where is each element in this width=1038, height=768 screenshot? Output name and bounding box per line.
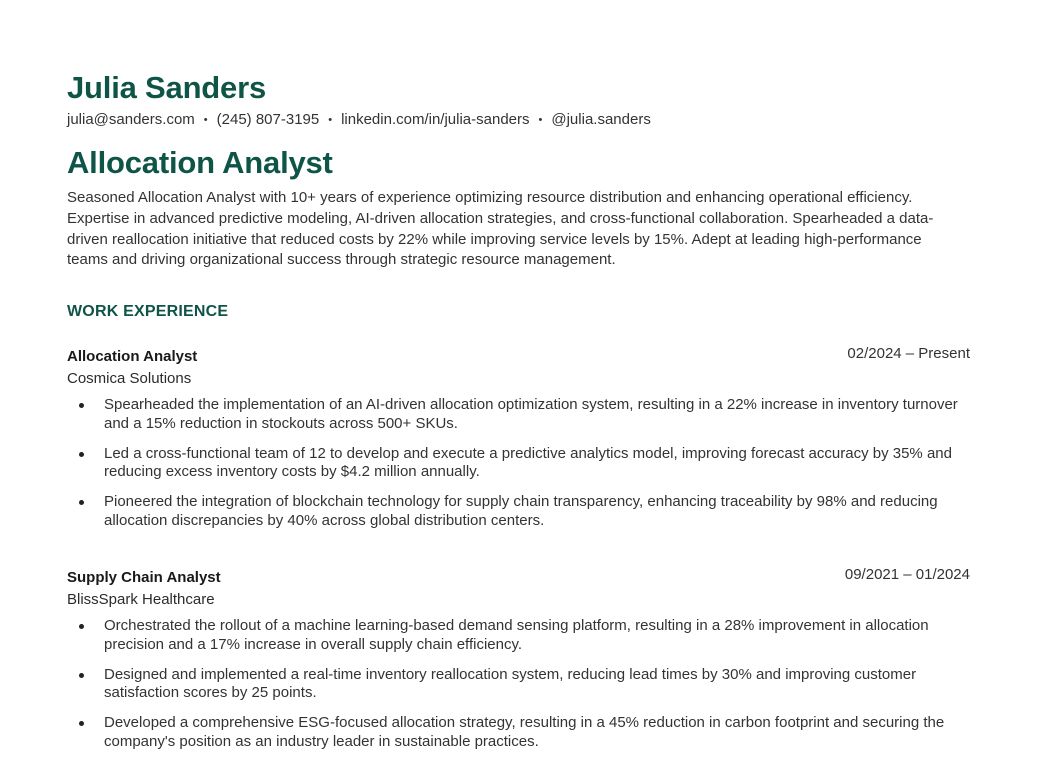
section-heading-work-experience: WORK EXPERIENCE xyxy=(67,303,229,320)
bullet-text: Led a cross-functional team of 12 to develop and execute a predictive analytics model, improving forecast accuracy by 35% and reducing excess inventory costs by $4.2 million annually. xyxy=(104,444,952,480)
bullet-text: Designed and implemented a real-time inventory reallocation system, reducing lead times by 30% and improving customer satisfaction scores by 25 points. xyxy=(104,665,917,701)
separator-dot: • xyxy=(203,114,208,126)
candidate-name: Julia Sanders xyxy=(67,70,266,105)
bullet-item xyxy=(67,493,970,530)
contact-line xyxy=(67,111,651,128)
bullet-item xyxy=(67,445,970,482)
bullet-item xyxy=(67,617,970,654)
contact-handle[interactable]: @julia.sanders xyxy=(551,111,651,128)
bullet-dot-icon xyxy=(79,721,84,726)
contact-email[interactable]: julia@sanders.com xyxy=(67,111,195,128)
job-company: BlissSpark Healthcare xyxy=(67,591,215,608)
bullet-text: Pioneered the integration of blockchain technology for supply chain transparency, enhancing traceability by 98% and reducing allocation discrepancies by 40% across global distribution centers. xyxy=(104,493,938,529)
summary-paragraph: Seasoned Allocation Analyst with 10+ years of experience optimizing resource distribution and enhancing operational efficiency. Expertise in advanced predictive modeling, AI-driven allocation strategies, and cross-functional collaboration. Spearheaded a data-driven reallocation initiative that reduced costs by 22% while improving service levels by 15%. Adept at leading high-performance teams and driving organizational success through strategic resource management. xyxy=(67,189,934,269)
bullet-dot-icon xyxy=(79,403,84,408)
bullet-item xyxy=(67,396,970,433)
job-dates: 09/2021 – 01/2024 xyxy=(844,566,970,583)
bullet-text: Orchestrated the rollout of a machine learning-based demand sensing platform, resulting in a 28% improvement in allocation precision and a 17% increase in overall supply chain efficiency. xyxy=(104,617,929,653)
bullet-dot-icon xyxy=(79,500,84,505)
separator-dot: • xyxy=(328,114,333,126)
job-role: Supply Chain Analyst xyxy=(67,569,221,586)
job-bullet-list xyxy=(67,617,970,763)
job-dates: 02/2024 – Present xyxy=(847,345,970,362)
bullet-item xyxy=(67,666,970,703)
bullet-dot-icon xyxy=(79,673,84,678)
contact-phone[interactable]: (245) 807-3195 xyxy=(216,111,320,128)
job-company: Cosmica Solutions xyxy=(67,370,192,387)
job-role: Allocation Analyst xyxy=(67,348,198,365)
bullet-text: Developed a comprehensive ESG-focused allocation strategy, resulting in a 45% reduction in carbon footprint and securing the company's position as an industry leader in sustainable practices. xyxy=(104,714,945,750)
bullet-item xyxy=(67,714,970,751)
bullet-text: Spearheaded the implementation of an AI-driven allocation optimization system, resulting in a 22% increase in inventory turnover and a 15% reduction in stockouts across 500+ SKUs. xyxy=(104,396,958,432)
separator-dot: • xyxy=(538,114,543,126)
bullet-dot-icon xyxy=(79,624,84,629)
bullet-dot-icon xyxy=(79,452,84,457)
job-bullet-list xyxy=(67,396,970,542)
contact-linkedin[interactable]: linkedin.com/in/julia-sanders xyxy=(341,111,530,128)
professional-title: Allocation Analyst xyxy=(67,145,333,180)
